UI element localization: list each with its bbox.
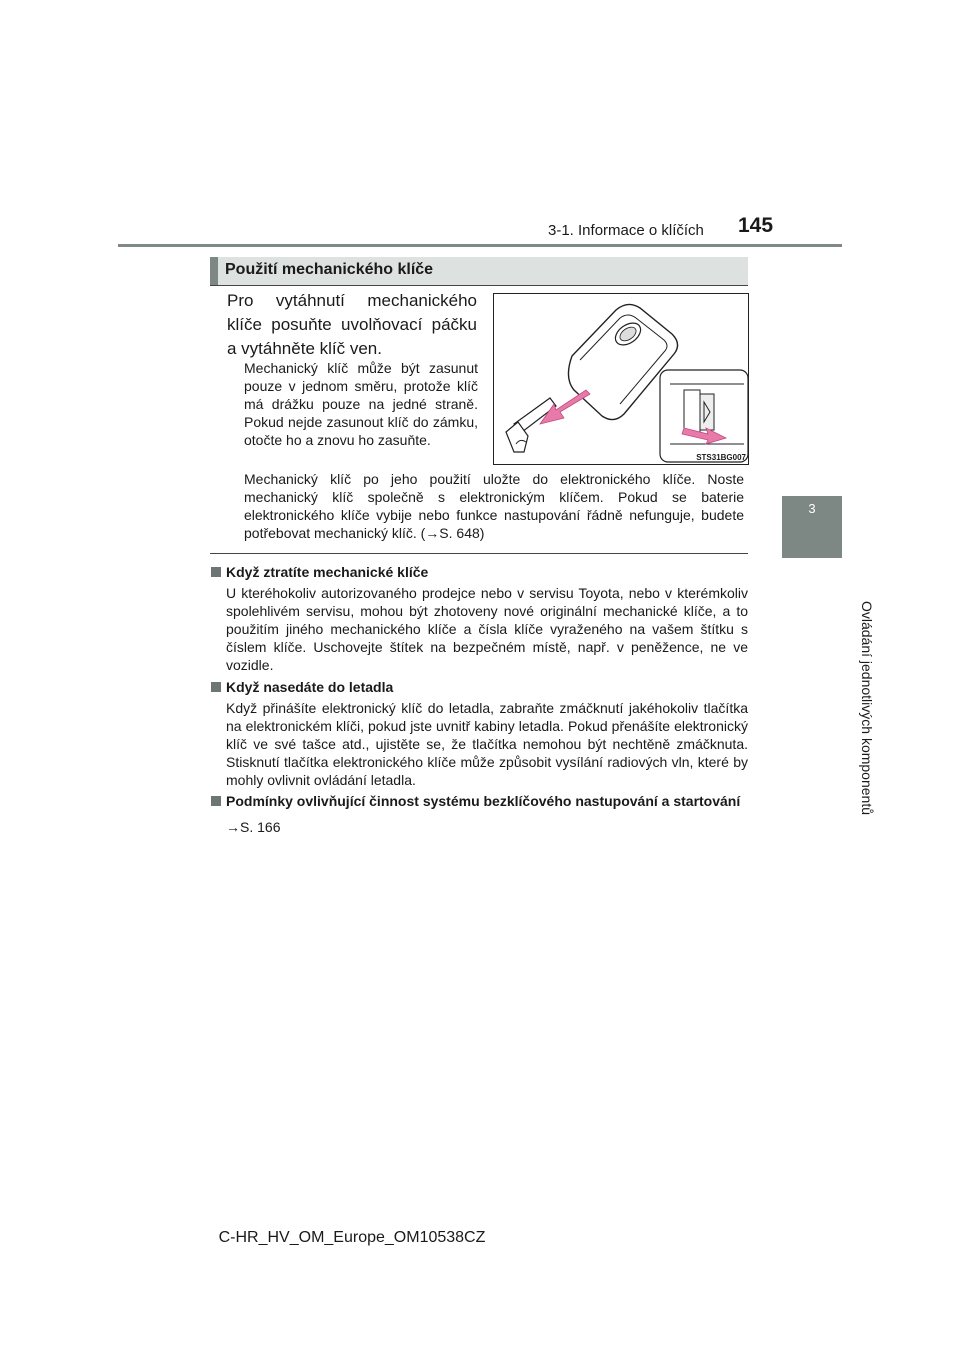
section-divider [210, 553, 748, 554]
info-item-airplane [210, 678, 748, 789]
chapter-tab-number: 3 [808, 501, 816, 516]
info-item-heading [210, 792, 748, 810]
info-item-smart-entry [210, 792, 748, 836]
chapter-title: 3-1. Informace o klíčích [548, 222, 704, 239]
document-code: C-HR_HV_OM_Europe_OM10538CZ [218, 1229, 486, 1246]
info-item-body: U kteréhokoliv autorizovaného prodejce nebo v servisu Toyota, nebo v kterémkoliv spolehlivém servisu, mohou být zhotoveny nové originální mechanické klíče, a to použitím jiného mechanického klíče a čísla klíče vyraženého na vašem štítku s číslem klíče. Uschovejte štítek na bezpečném místě, např. v peněžence, ne ve vozidle. [226, 585, 748, 673]
square-bullet-icon [211, 796, 221, 806]
page-reference-link[interactable]: →S. 166 [226, 819, 281, 835]
square-bullet-icon [211, 567, 221, 577]
info-item-body: Když přinášíte elektronický klíč do letadla, zabraňte zmáčknutí jakéhokoliv tlačítka na elektronickém klíči, pokud jste uvnitř kabiny letadla. Pokud přenášíte elektronický klíč ve své tašce atd., ujistěte se, že tlačítka nemohou být nechtěně zmáčknuta. Stisknutí tlačítka elektronického klíče může způsobit vysílání radiových vln, které by mohly ovlivnit ovládání letadla. [226, 700, 748, 788]
info-item-heading [210, 678, 748, 696]
key-drawing [494, 294, 750, 466]
info-item-heading-text: Když nasedáte do letadla [226, 679, 394, 695]
section-title: Použití mechanického klíče [225, 261, 434, 278]
section-rule [210, 285, 748, 286]
section-header [210, 257, 748, 285]
square-bullet-icon [211, 682, 221, 692]
info-item-heading [210, 563, 748, 581]
key-illustration [493, 293, 749, 465]
page-number: 145 [738, 214, 774, 237]
lead-instruction: Pro vytáhnutí mechanického klíče posuňte uvolňovací páčku a vytáhněte klíč ven. [227, 291, 477, 358]
key-direction-note: Mechanický klíč může být zasunut pouze v jednom směru, protože klíč má drážku pouze na jedné straně. Pokud nejde zasunout klíč do zámku, otočte ho a znovu ho zasuňte. [244, 360, 478, 448]
info-item-heading-text: Podmínky ovlivňující činnost systému bezklíčového nastupování a startování [226, 793, 741, 809]
chapter-tab-label: Ovládání jednotlivých komponentů [859, 600, 875, 816]
storage-note: Mechanický klíč po jeho použití uložte do elektronického klíče. Noste mechanický klíč společně s elektronickým klíčem. Pokud se baterie elektronického klíče vybije nebo funkce nastupování řádně nefunguje, budete potřebovat mechanický klíč. (→S. 648) [244, 471, 744, 541]
header-rule [118, 244, 842, 247]
section-accent [210, 257, 218, 285]
figure-code: STS31BG007 [696, 453, 746, 462]
info-item-lost-keys [210, 563, 748, 674]
info-item-heading-text: Když ztratíte mechanické klíče [226, 564, 429, 580]
